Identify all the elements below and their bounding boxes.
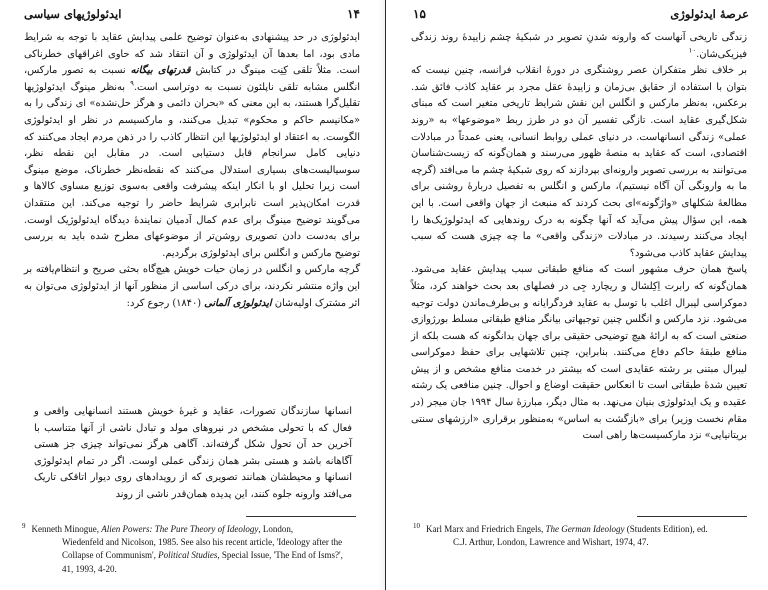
paragraph: ایدئولوژی در حد پیشنهادی به‌عنوان توضیح علمی پیدایش عقاید با توجه به شرایط مادی بود، اما بعدها آن ایدئولوژی و آن انتقاد شد که حاوی اغراقهای خطرناکی است. مثلاً تلقی کِنِت مینوگ در کتابش قدرتهای بیگانه نسبت به تصور مارکس، انگلس مشابه تلقی ناپلئون نسبت به دوتراسی است.$^۹$ به‌نظر مینوگ ایدئولوژیها تقلیل‌گرا هستند، به این معنی که «بحران دائمی و هرگز حل‌نشده» ای زندگی را به «مکانیسم حاکم و محکوم» تبدیل می‌کنند، و مارکسیسم در نظر او ایدئولوژی الگوست. به اعتقاد او ایدئولوژیها این انتظار کاذب را در ذهن مردم ایجاد می‌کنند که دنیایی کامل سرانجام قابل دستیابی است. در مقابل این نقطه نظر، سوسیالیست‌های بسیاری استدلال می‌کنند که نقطه‌نظر خطرناک، موضع مینوگ است زیرا تحلیل او با انکار اینکه پیشرفت واقعی به‌سوی توزیع مساوی کالاها و قدرت امکان‌پذیر است نابرابری شرایط حاضر را توجیه می‌کند. این منتقدان می‌گویند توضیح مینوگ برای عدم کمال آدمیان نمایندهٔ دیدگاه ایدئولوژیک اوست. برای به‌دست دادن تصویری روشن‌تر از موضوعهای مطرح شده باید به بررسی توضیح مارکس و انگلس برای ایدئولوژی برگردیم.: [24, 32, 360, 259]
footnote: $^9$ Kenneth Minogue, Alien Powers: The Pure Theory of Ideology, London, Wiedenfeld and Nicolson, 1985. See also his recent article, 'Ideology after the Collapse of Communism', Political Studies, Special Issue, 'The End of Isms?', 41, 1993, 4-20.: [22, 522, 343, 574]
gutter-shadow: [378, 0, 386, 590]
right-page-body: [411, 30, 747, 445]
right-page: [387, 0, 768, 590]
left-page-body: [24, 30, 360, 312]
block-quote: انسانها سازندگان تصورات، عقاید و غیرهٔ خویش هستند انسانهایی واقعی و فعال که با تحولی مشخص در نیروهای مولد و تبادل ناشی از آنها متناسب با آخرین حد آن تحول شکل گرفته‌اند. آگاهی هرگز نمی‌تواند چیزی جز هستی آگاهانه باشد و هستی بشر همان زندگی عملی اوست. اگر در تمام ایدئولوژی انسانها و محیطشان همانند تصویری که از رویدادهای روی دیوار اتاقکی تاریک می‌افتد وارونه جلوه کنند، این پدیده همان‌قدر ناشی از روند: [34, 406, 352, 500]
page-number: ۱۴: [347, 7, 360, 21]
paragraph: گرچه مارکس و انگلس در زمان حیات خویش هیچ‌گاه بحثی صریح و انتظام‌یافته بر این واژه منتشر نکردند، برای درکی اساسی از منظور آنها از ایدئولوژی می‌توان به اثر مشترک اولیه‌شان ایدئولوژی آلمانی (۱۸۴۰) رجوع کرد:: [24, 264, 360, 309]
left-page-header: [24, 5, 360, 23]
paragraph: بر خلاف نظر متفکران عصر روشنگری در دورهٔ انقلاب فرانسه، چنین نیست که بتوان با استفاده از حقایق بی‌زمان و زاییدهٔ عقل مجرد بر عقاید کاذب فائق شد. برعکس، به‌نظر مارکس و انگلس این نقش شرایط تاریخی متغیر است که مبنای شکل‌گیری عقاید است. تازگی تفسیر آن دو در طرز ربط «موضوعها» به «روند عملی» زندگی انسانهاست. در دنیای عملی روابط انسانی، یعنی عمدتاً در مبادلات اقتصادی، است که عقاید به منصهٔ ظهور می‌رسند و همان‌گونه که زیست‌شناسان می‌توانند به بررسی تصویر وارونه‌ای بپردازند که روی شبکیهٔ چشم ما می‌افتد (گرچه ما به وارونگی آن آگاه نیستیم)، مارکس و انگلس به تفصیل دربارهٔ روشنی برای مطالعهٔ شکلهای «واژگونه»ای بحث کردند که منبعث از جهان واقعی است. با این همه، این سؤال پیش می‌آید که آنها چگونه به درک روندهایی که ایدئولوژیک‌ها را ایجاد می‌کنند رسیدند. در مبادلات «زندگی واقعی» ما چه چیزی هست که سبب پیدایش عقاید کاذب می‌شود؟: [411, 65, 747, 259]
running-title: ایدئولوژیهای سیاسی: [24, 7, 122, 21]
book-title: قدرتهای بیگانه: [130, 65, 191, 77]
right-page-header: [413, 5, 749, 23]
footnote-number: 9: [22, 522, 26, 530]
running-title: عرصهٔ ایدئولوژی: [670, 7, 749, 21]
paragraph: پاسخ همان حرف مشهور است که منافع طبقاتی سبب پیدایش عقاید می‌شود. همان‌گونه که رابرت اِکِلشال و ریچارد جِی در فصلهای بعد بحث خواهند کرد، مثلاً دموکراسی لیبرال اغلب با توسل به عقاید فردگرایانه و بی‌طرف‌ماندن دولت توجیه می‌شود. نزد مارکس و انگلس چنین توجیهاتی بیانگر منافع طبقاتی مسلط بورژوازی صنعتی است که به ارائهٔ هیچ توضیحی حقیقی برای جهان بدانگونه که هست بلکه از منافع طبقهٔ حاکم دفاع می‌کنند. بنابراین، چنین تلاشهایی برای حفظ دموکراسی لیبرال مبتنی بر رشته عقایدی است که بیشتر در خدمت منافع مشخص و از پیش تعیین شدهٔ طبقاتی است تا انعکاس حقیقت اوضاع و احوال. چنین منافعی یک رشته عقیده و یک ایدئولوژی بنیان می‌نهد. به مثال دیگر، مبارزهٔ سال ۱۹۹۴ جان میجر (در مقام نخست وزیر) برای «بازگشت به اساس» به‌منظور برقراری «ارزشهای سنتی بریتانیایی» نزد مارکسیست‌ها راهی است: [411, 264, 747, 442]
book-title: ایدئولوژی آلمانی: [204, 297, 272, 309]
page-number: ۱۵: [413, 7, 426, 21]
footnote-marker: ۱۰: [688, 46, 697, 55]
footnote-divider: [246, 516, 356, 517]
footnote: $^{10}$ Karl Marx and Friedrich Engels, The German Ideology (Students Edition), ed. C.J. Arthur, London, Lawrence and Wishart, 1974, 47.: [413, 522, 708, 548]
footnote-number: 10: [413, 522, 420, 530]
footnote-divider: [637, 516, 747, 517]
footnote-marker: ۹: [130, 79, 134, 88]
paragraph: زندگی تاریخی آنهاست که وارونه شدنِ تصویر در شبکیهٔ چشم زاییدهٔ روند زندگی فیزیکی‌شان.$^{۱۰}$: [411, 32, 747, 60]
